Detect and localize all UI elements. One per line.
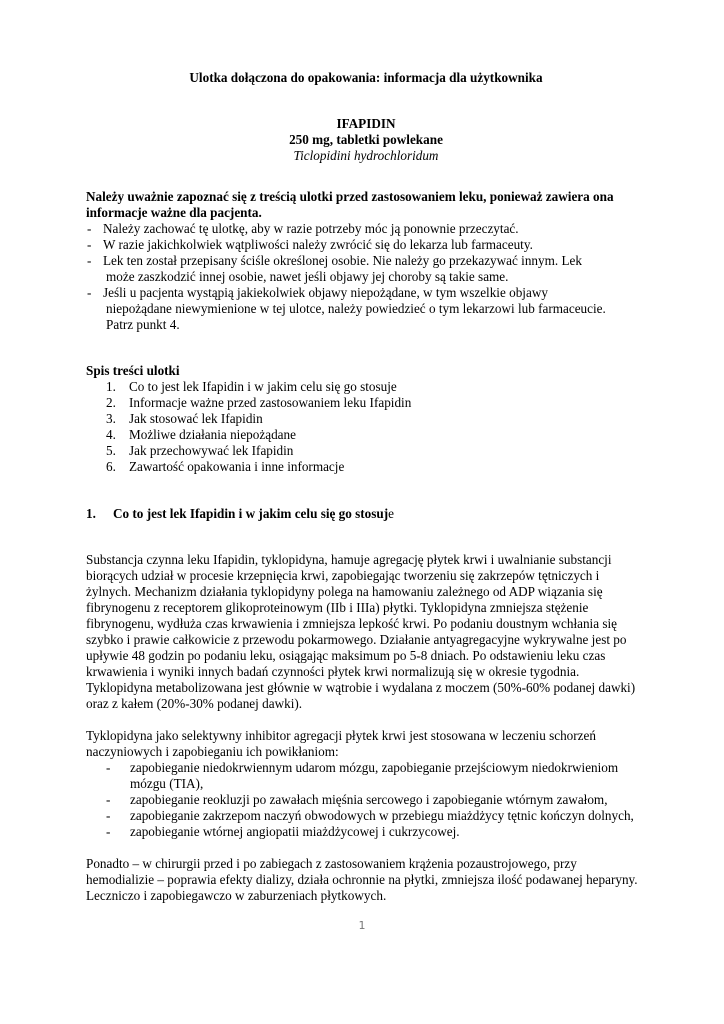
uses-list-item: - zapobieganie reokluzji po zawałach mięśnia sercowego i zapobieganie wtórnym zawałom, — [86, 792, 646, 808]
toc-item: 2. Informacje ważne przed zastosowaniem leku Ifapidin — [106, 395, 412, 410]
uses-list-item: - zapobieganie niedokrwiennym udarom mózgu, zapobieganie przejściowym niedokrwieniom mózgu (TIA), — [86, 760, 646, 792]
section-1-paragraph-3: Ponadto – w chirurgii przed i po zabiegach z zastosowaniem krążenia pozaustrojowego, przy hemodializie – poprawia efekty dializy, działa ochronnie na płytki, zmniejsza ilość podawanej heparyny. Leczniczo i zapobiegawczo w zaburzeniach płytkowych. — [86, 856, 638, 903]
leaflet-header-title: Ulotka dołączona do opakowania: informacja dla użytkownika — [189, 70, 543, 85]
uses-list-item: - zapobieganie zakrzepom naczyń obwodowych w przebiegu miażdżycy tętnic kończyn dolnych, — [86, 808, 646, 824]
toc-item: 5. Jak przechowywać lek Ifapidin — [106, 443, 294, 458]
warning-list-item: - Lek ten został przepisany ściśle określonej osobie. Nie należy go przekazywać innym. Lek może zaszkodzić innej osobie, nawet jeśli objawy jej choroby są takie same. — [86, 253, 646, 285]
warning-list-item: - W razie jakichkolwiek wątpliwości należy zwrócić się do lekarza lub farmaceuty. — [86, 237, 646, 253]
section-1-paragraph-1: Substancja czynna leku Ifapidin, tyklopidyna, hamuje agregację płytek krwi i uwalnianie substancji biorących udział w procesie krzepnięcia krwi, zapobiegając tworzeniu się zakrzepów tętniczych i żylnych. Mechanizm działania tyklopidyny polega na hamowaniu zależnego od ADP wiązania się fibrynogenu z receptorem glikoproteinowym (IIb i IIIa) płytki. Tyklopidyna zmniejsza stężenie fibrynogenu, wydłuża czas krwawienia i zmniejsza lepkość krwi. Po podaniu doustnym wchłania się szybko i prawie całkowicie z przewodu pokarmowego. Działanie antyagregacyjne wykrywalne jest po upływie 48 godzin po podaniu leku, osiągając maksimum po 5-8 dniach. Po odstawieniu leku czas krwawienia i wyniki innych badań czynności płytek krwi normalizują się w okresie tygodnia. Tyklopidyna metabolizowana jest głównie w wątrobie i wydalana z moczem (50%-60% podanej dawki) oraz z kałem (20%-30% podanej dawki). — [86, 552, 636, 711]
toc-item: 1. Co to jest lek Ifapidin i w jakim celu się go stosuje — [106, 379, 397, 394]
product-substance: Ticlopidini hydrochloridum — [293, 148, 439, 163]
section-1-paragraph-2: Tyklopidyna jako selektywny inhibitor agregacji płytek krwi jest stosowana w leczeniu schorzeń naczyniowych i zapobieganiu ich powikłaniom: - zapobieganie niedokrwiennym udarom mózgu, zapobieganie przejściowym niedokrwieniom mózgu (TIA), - zapobieganie reokluzji po zawałach mięśnia sercowego i zapobieganie wtórnym zawałom, - zapobieganie zakrzepom naczyń obwodowych w przebiegu miażdżycy tętnic kończyn dolnych, - zapobieganie wtórnej angiopatii miażdżycowej i cukrzycowej. — [86, 728, 646, 840]
page-number: 1 — [358, 919, 366, 932]
warning-list — [86, 221, 646, 333]
toc-item: 4. Możliwe działania niepożądane — [106, 427, 296, 442]
warning-heading-line-2: informacje ważne dla pacjenta. — [86, 205, 262, 220]
toc-item: 6. Zawartość opakowania i inne informacje — [106, 459, 345, 474]
table-of-contents — [86, 363, 646, 475]
section-1-heading: 1. Co to jest lek Ifapidin i w jakim celu się go stosuje — [86, 506, 394, 521]
product-name: IFAPIDIN — [336, 116, 396, 131]
product-block — [86, 116, 646, 164]
toc-list — [86, 379, 646, 475]
warning-heading-line-1: Należy uważnie zapoznać się z treścią ulotki przed zastosowaniem leku, ponieważ zawiera ona — [86, 189, 614, 204]
toc-item: 3. Jak stosować lek Ifapidin — [106, 411, 263, 426]
leaflet-page — [86, 70, 646, 904]
uses-list-item: - zapobieganie wtórnej angiopatii miażdżycowej i cukrzycowej. — [86, 824, 646, 840]
product-strength: 250 mg, tabletki powlekane — [289, 132, 443, 147]
warning-list-item: - Należy zachować tę ulotkę, aby w razie potrzeby móc ją ponownie przeczytać. — [86, 221, 646, 237]
warning-section — [86, 189, 646, 333]
uses-list — [86, 760, 646, 840]
warning-list-item: - Jeśli u pacjenta wystąpią jakiekolwiek objawy niepożądane, w tym wszelkie objawy niepożądane niewymienione w tej ulotce, należy powiedzieć o tym lekarzowi lub farmaceucie. Patrz punkt 4. — [86, 285, 646, 333]
toc-title: Spis treści ulotki — [86, 363, 180, 378]
